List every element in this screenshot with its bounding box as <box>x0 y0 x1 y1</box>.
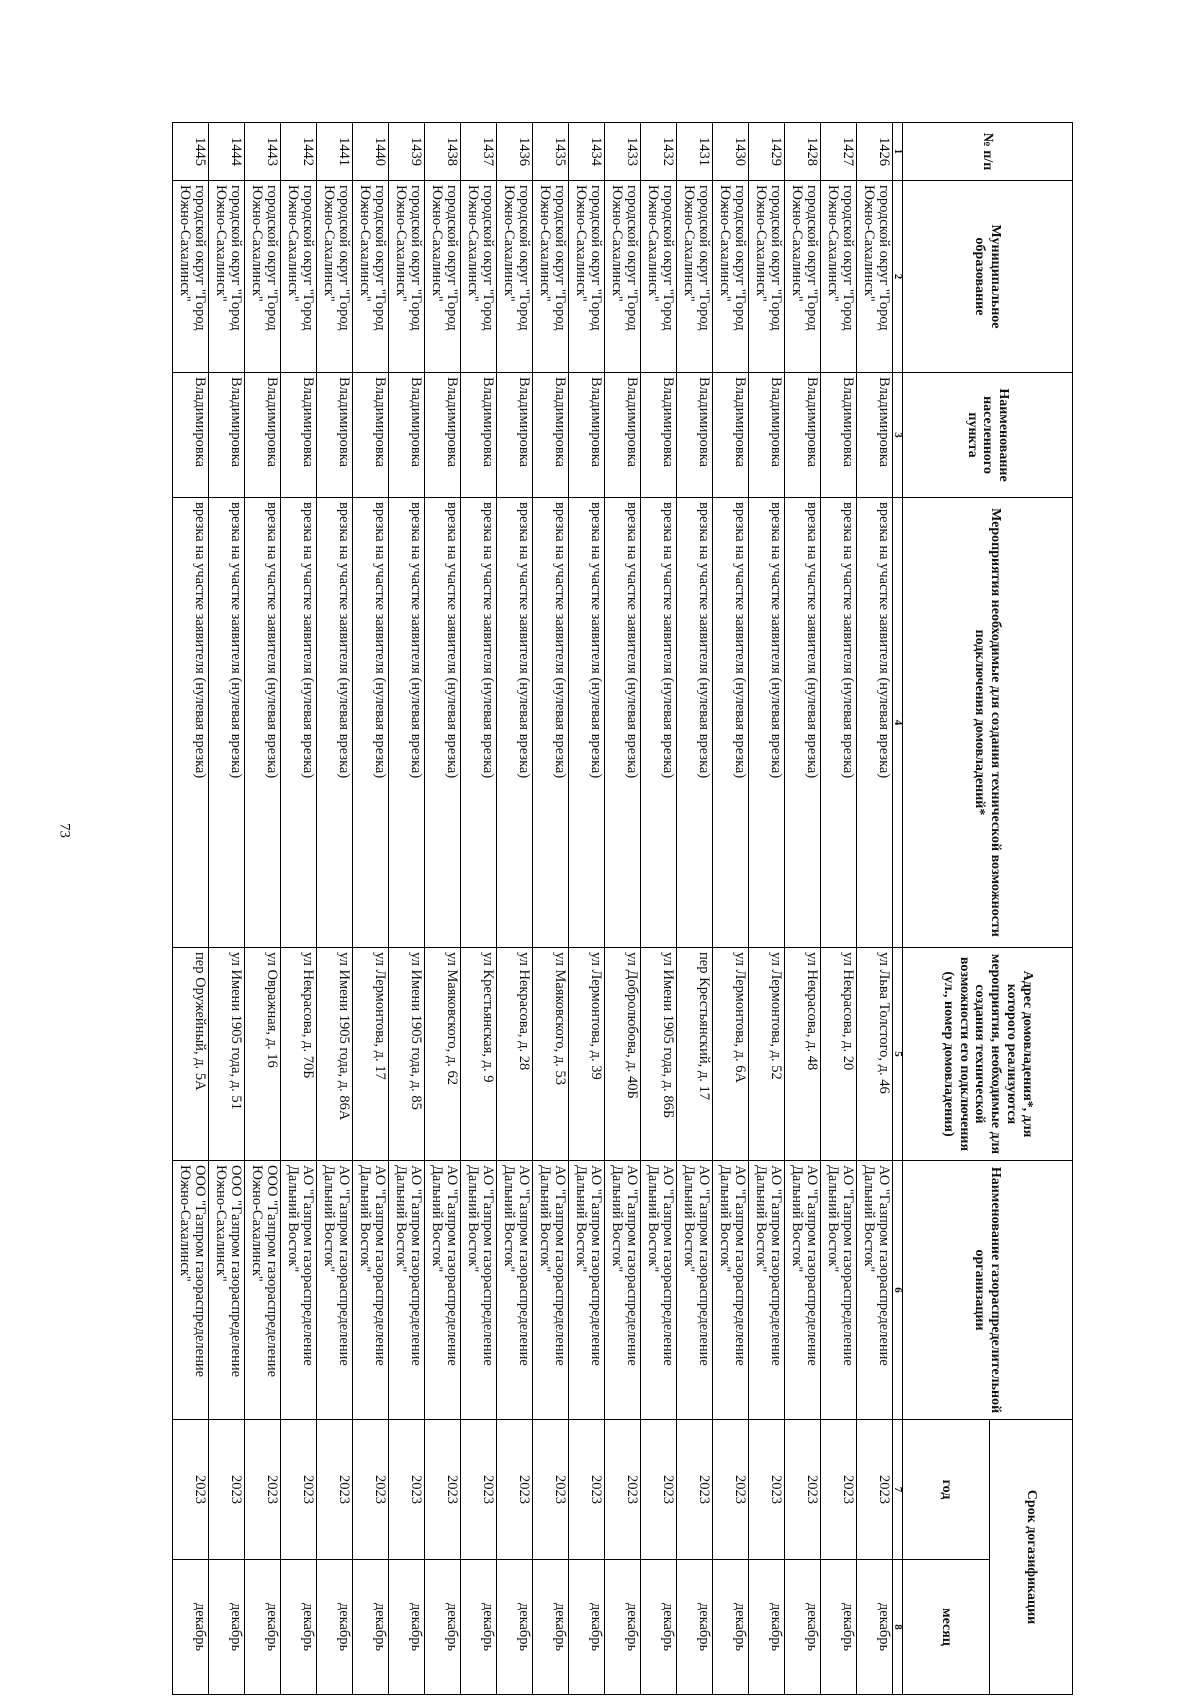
cell-locality: Владимировка <box>533 373 569 498</box>
cell-address: ул Некрасова, д. 28 <box>497 948 533 1161</box>
cell-num: 1430 <box>713 123 749 181</box>
cell-activity: врезка на участке заявителя (нулевая врезка) <box>749 498 785 948</box>
column-number-row <box>893 123 903 1695</box>
cell-activity: врезка на участке заявителя (нулевая врезка) <box>317 498 353 948</box>
cell-activity: врезка на участке заявителя (нулевая врезка) <box>641 498 677 948</box>
table-row <box>569 123 605 1695</box>
cell-month: декабрь <box>533 1560 569 1695</box>
table-row <box>605 123 641 1695</box>
cell-month: декабрь <box>713 1560 749 1695</box>
table-row <box>245 123 281 1695</box>
cell-num: 1426 <box>857 123 893 181</box>
cell-year: 2023 <box>353 1420 389 1560</box>
cell-locality: Владимировка <box>353 373 389 498</box>
cell-year: 2023 <box>461 1420 497 1560</box>
cell-num: 1438 <box>425 123 461 181</box>
cell-organization: ООО "Газпром газораспределение Южно-Сахалинск" <box>173 1161 209 1420</box>
table-row <box>497 123 533 1695</box>
cell-year: 2023 <box>173 1420 209 1560</box>
cell-organization: АО "Газпром газораспределение Дальний Восток" <box>389 1161 425 1420</box>
header-municipality: Муниципальное образование <box>903 181 1073 373</box>
cell-municipality: городской округ "Город Южно-Сахалинск" <box>749 181 785 373</box>
cell-locality: Владимировка <box>677 373 713 498</box>
cell-year: 2023 <box>713 1420 749 1560</box>
cell-organization: АО "Газпром газораспределение Дальний Восток" <box>425 1161 461 1420</box>
cell-organization: АО "Газпром газораспределение Дальний Восток" <box>533 1161 569 1420</box>
cell-month: декабрь <box>209 1560 245 1695</box>
table-row <box>857 123 893 1695</box>
cell-month: декабрь <box>461 1560 497 1695</box>
cell-address: ул Имени 1905 года, д. 51 <box>209 948 245 1161</box>
column-number: 7 <box>893 1420 903 1560</box>
cell-num: 1435 <box>533 123 569 181</box>
table-row <box>533 123 569 1695</box>
cell-address: ул Маяковского, д. 53 <box>533 948 569 1161</box>
cell-municipality: городской округ "Город Южно-Сахалинск" <box>389 181 425 373</box>
cell-num: 1427 <box>821 123 857 181</box>
cell-address: ул Имени 1905 года, д. 86Б <box>641 948 677 1161</box>
cell-year: 2023 <box>389 1420 425 1560</box>
header-organization: Наименование газораспределительной организации <box>903 1161 1073 1420</box>
cell-locality: Владимировка <box>749 373 785 498</box>
cell-num: 1445 <box>173 123 209 181</box>
cell-year: 2023 <box>605 1420 641 1560</box>
cell-locality: Владимировка <box>497 373 533 498</box>
cell-locality: Владимировка <box>389 373 425 498</box>
cell-address: ул Лермонтова, д. 39 <box>569 948 605 1161</box>
cell-month: декабрь <box>173 1560 209 1695</box>
cell-year: 2023 <box>785 1420 821 1560</box>
header-address: Адрес домовладения*, для которого реализуются мероприятия, необходимые для создания технической возможности его подключения (ул., номер домовладения) <box>903 948 1073 1161</box>
cell-municipality: городской округ "Город Южно-Сахалинск" <box>209 181 245 373</box>
cell-month: декабрь <box>281 1560 317 1695</box>
cell-municipality: городской округ "Город Южно-Сахалинск" <box>641 181 677 373</box>
cell-municipality: городской округ "Город Южно-Сахалинск" <box>533 181 569 373</box>
cell-organization: АО "Газпром газораспределение Дальний Восток" <box>605 1161 641 1420</box>
table-row <box>425 123 461 1695</box>
cell-municipality: городской округ "Город Южно-Сахалинск" <box>569 181 605 373</box>
cell-num: 1434 <box>569 123 605 181</box>
cell-month: декабрь <box>497 1560 533 1695</box>
table-row <box>461 123 497 1695</box>
cell-address: пер Крестьянский, д. 17 <box>677 948 713 1161</box>
cell-address: пер Оружейный, д. 5А <box>173 948 209 1161</box>
cell-organization: АО "Газпром газораспределение Дальний Восток" <box>281 1161 317 1420</box>
cell-activity: врезка на участке заявителя (нулевая врезка) <box>497 498 533 948</box>
cell-activity: врезка на участке заявителя (нулевая врезка) <box>173 498 209 948</box>
cell-address: ул Лермонтова, д. 52 <box>749 948 785 1161</box>
cell-activity: врезка на участке заявителя (нулевая врезка) <box>461 498 497 948</box>
column-number: 2 <box>893 181 903 373</box>
cell-year: 2023 <box>641 1420 677 1560</box>
cell-address: ул Некрасова, д. 48 <box>785 948 821 1161</box>
cell-year: 2023 <box>245 1420 281 1560</box>
table-row <box>281 123 317 1695</box>
cell-activity: врезка на участке заявителя (нулевая врезка) <box>677 498 713 948</box>
cell-year: 2023 <box>569 1420 605 1560</box>
cell-month: декабрь <box>389 1560 425 1695</box>
cell-address: ул Некрасова, д. 70Б <box>281 948 317 1161</box>
cell-locality: Владимировка <box>281 373 317 498</box>
column-number: 6 <box>893 1161 903 1420</box>
cell-activity: врезка на участке заявителя (нулевая врезка) <box>425 498 461 948</box>
cell-address: ул Имени 1905 года, д. 85 <box>389 948 425 1161</box>
table-row <box>749 123 785 1695</box>
table-row <box>173 123 209 1695</box>
cell-num: 1440 <box>353 123 389 181</box>
cell-organization: АО "Газпром газораспределение Дальний Восток" <box>749 1161 785 1420</box>
table-header-row <box>990 123 1073 1695</box>
cell-num: 1436 <box>497 123 533 181</box>
cell-locality: Владимировка <box>569 373 605 498</box>
cell-year: 2023 <box>497 1420 533 1560</box>
header-month: месяц <box>903 1560 990 1695</box>
cell-locality: Владимировка <box>245 373 281 498</box>
cell-organization: АО "Газпром газораспределение Дальний Восток" <box>317 1161 353 1420</box>
cell-activity: врезка на участке заявителя (нулевая врезка) <box>857 498 893 948</box>
cell-month: декабрь <box>857 1560 893 1695</box>
cell-activity: врезка на участке заявителя (нулевая врезка) <box>209 498 245 948</box>
cell-year: 2023 <box>317 1420 353 1560</box>
cell-address: ул Маяковского, д. 62 <box>425 948 461 1161</box>
cell-municipality: городской округ "Город Южно-Сахалинск" <box>785 181 821 373</box>
cell-locality: Владимировка <box>209 373 245 498</box>
cell-month: декабрь <box>821 1560 857 1695</box>
cell-activity: врезка на участке заявителя (нулевая врезка) <box>389 498 425 948</box>
table-row <box>641 123 677 1695</box>
cell-organization: АО "Газпром газораспределение Дальний Восток" <box>353 1161 389 1420</box>
header-locality: Наименование населенного пункта <box>903 373 1073 498</box>
cell-municipality: городской округ "Город Южно-Сахалинск" <box>281 181 317 373</box>
cell-month: декабрь <box>353 1560 389 1695</box>
cell-address: ул Лермонтова, д. 6А <box>713 948 749 1161</box>
column-number: 4 <box>893 498 903 948</box>
cell-year: 2023 <box>209 1420 245 1560</box>
cell-month: декабрь <box>317 1560 353 1695</box>
table-row <box>821 123 857 1695</box>
cell-month: декабрь <box>425 1560 461 1695</box>
cell-year: 2023 <box>425 1420 461 1560</box>
cell-municipality: городской округ "Город Южно-Сахалинск" <box>245 181 281 373</box>
header-num: № п/п <box>903 123 1073 181</box>
cell-month: декабрь <box>641 1560 677 1695</box>
cell-organization: АО "Газпром газораспределение Дальний Восток" <box>569 1161 605 1420</box>
cell-month: декабрь <box>749 1560 785 1695</box>
table-body <box>173 123 893 1695</box>
cell-month: декабрь <box>245 1560 281 1695</box>
header-activity: Мероприятия необходимые для создания технической возможности подключения домовладений* <box>903 498 1073 948</box>
cell-num: 1431 <box>677 123 713 181</box>
header-deadline: Срок догазификации <box>990 1420 1073 1695</box>
table-row <box>209 123 245 1695</box>
cell-num: 1437 <box>461 123 497 181</box>
cell-num: 1433 <box>605 123 641 181</box>
cell-year: 2023 <box>281 1420 317 1560</box>
cell-month: декабрь <box>569 1560 605 1695</box>
cell-organization: АО "Газпром газораспределение Дальний Восток" <box>821 1161 857 1420</box>
cell-organization: АО "Газпром газораспределение Дальний Восток" <box>677 1161 713 1420</box>
cell-address: ул Некрасова, д. 20 <box>821 948 857 1161</box>
cell-year: 2023 <box>533 1420 569 1560</box>
cell-municipality: городской округ "Город Южно-Сахалинск" <box>677 181 713 373</box>
cell-year: 2023 <box>749 1420 785 1560</box>
cell-municipality: городской округ "Город Южно-Сахалинск" <box>821 181 857 373</box>
cell-activity: врезка на участке заявителя (нулевая врезка) <box>281 498 317 948</box>
cell-month: декабрь <box>785 1560 821 1695</box>
cell-num: 1428 <box>785 123 821 181</box>
cell-activity: врезка на участке заявителя (нулевая врезка) <box>713 498 749 948</box>
page-number: 73 <box>56 823 73 838</box>
cell-activity: врезка на участке заявителя (нулевая врезка) <box>353 498 389 948</box>
cell-locality: Владимировка <box>605 373 641 498</box>
cell-municipality: городской округ "Город Южно-Сахалинск" <box>497 181 533 373</box>
cell-organization: ООО "Газпром газораспределение Южно-Сахалинск" <box>245 1161 281 1420</box>
cell-address: ул Овражная, д. 16 <box>245 948 281 1161</box>
cell-num: 1439 <box>389 123 425 181</box>
cell-activity: врезка на участке заявителя (нулевая врезка) <box>533 498 569 948</box>
column-number: 8 <box>893 1560 903 1695</box>
column-number: 3 <box>893 373 903 498</box>
cell-locality: Владимировка <box>425 373 461 498</box>
cell-municipality: городской округ "Город Южно-Сахалинск" <box>317 181 353 373</box>
cell-address: ул Лермонтова, д. 17 <box>353 948 389 1161</box>
cell-num: 1432 <box>641 123 677 181</box>
cell-address: ул Имени 1905 года, д. 86А <box>317 948 353 1161</box>
table-row <box>353 123 389 1695</box>
cell-num: 1441 <box>317 123 353 181</box>
cell-organization: ООО "Газпром газораспределение Южно-Сахалинск" <box>209 1161 245 1420</box>
cell-organization: АО "Газпром газораспределение Дальний Восток" <box>641 1161 677 1420</box>
cell-municipality: городской округ "Город Южно-Сахалинск" <box>713 181 749 373</box>
cell-address: ул Добролюбова, д. 40Б <box>605 948 641 1161</box>
cell-municipality: городской округ "Город Южно-Сахалинск" <box>857 181 893 373</box>
cell-num: 1442 <box>281 123 317 181</box>
table-row <box>317 123 353 1695</box>
cell-activity: врезка на участке заявителя (нулевая врезка) <box>605 498 641 948</box>
column-number: 5 <box>893 948 903 1161</box>
cell-month: декабрь <box>605 1560 641 1695</box>
column-number: 1 <box>893 123 903 181</box>
cell-municipality: городской округ "Город Южно-Сахалинск" <box>461 181 497 373</box>
cell-num: 1443 <box>245 123 281 181</box>
cell-locality: Владимировка <box>713 373 749 498</box>
cell-municipality: городской округ "Город Южно-Сахалинск" <box>605 181 641 373</box>
table-row <box>785 123 821 1695</box>
cell-municipality: городской округ "Город Южно-Сахалинск" <box>353 181 389 373</box>
table-row <box>677 123 713 1695</box>
cell-locality: Владимировка <box>857 373 893 498</box>
cell-num: 1429 <box>749 123 785 181</box>
cell-locality: Владимировка <box>461 373 497 498</box>
cell-address: ул Крестьянская, д. 9 <box>461 948 497 1161</box>
cell-organization: АО "Газпром газораспределение Дальний Восток" <box>713 1161 749 1420</box>
table-row <box>389 123 425 1695</box>
table-row <box>713 123 749 1695</box>
cell-activity: врезка на участке заявителя (нулевая врезка) <box>785 498 821 948</box>
cell-organization: АО "Газпром газораспределение Дальний Восток" <box>857 1161 893 1420</box>
cell-locality: Владимировка <box>821 373 857 498</box>
cell-year: 2023 <box>857 1420 893 1560</box>
cell-num: 1444 <box>209 123 245 181</box>
rotated-table-wrapper <box>176 122 1073 1694</box>
cell-activity: врезка на участке заявителя (нулевая врезка) <box>821 498 857 948</box>
cell-organization: АО "Газпром газораспределение Дальний Восток" <box>785 1161 821 1420</box>
cell-locality: Владимировка <box>317 373 353 498</box>
cell-year: 2023 <box>821 1420 857 1560</box>
cell-locality: Владимировка <box>785 373 821 498</box>
cell-locality: Владимировка <box>641 373 677 498</box>
gasification-table <box>172 122 1073 1695</box>
cell-municipality: городской округ "Город Южно-Сахалинск" <box>425 181 461 373</box>
cell-municipality: городской округ "Город Южно-Сахалинск" <box>173 181 209 373</box>
cell-address: ул Льва Толстого, д. 46 <box>857 948 893 1161</box>
cell-organization: АО "Газпром газораспределение Дальний Восток" <box>497 1161 533 1420</box>
cell-month: декабрь <box>677 1560 713 1695</box>
cell-year: 2023 <box>677 1420 713 1560</box>
header-year: год <box>903 1420 990 1560</box>
cell-activity: врезка на участке заявителя (нулевая врезка) <box>245 498 281 948</box>
cell-organization: АО "Газпром газораспределение Дальний Восток" <box>461 1161 497 1420</box>
cell-locality: Владимировка <box>173 373 209 498</box>
cell-activity: врезка на участке заявителя (нулевая врезка) <box>569 498 605 948</box>
